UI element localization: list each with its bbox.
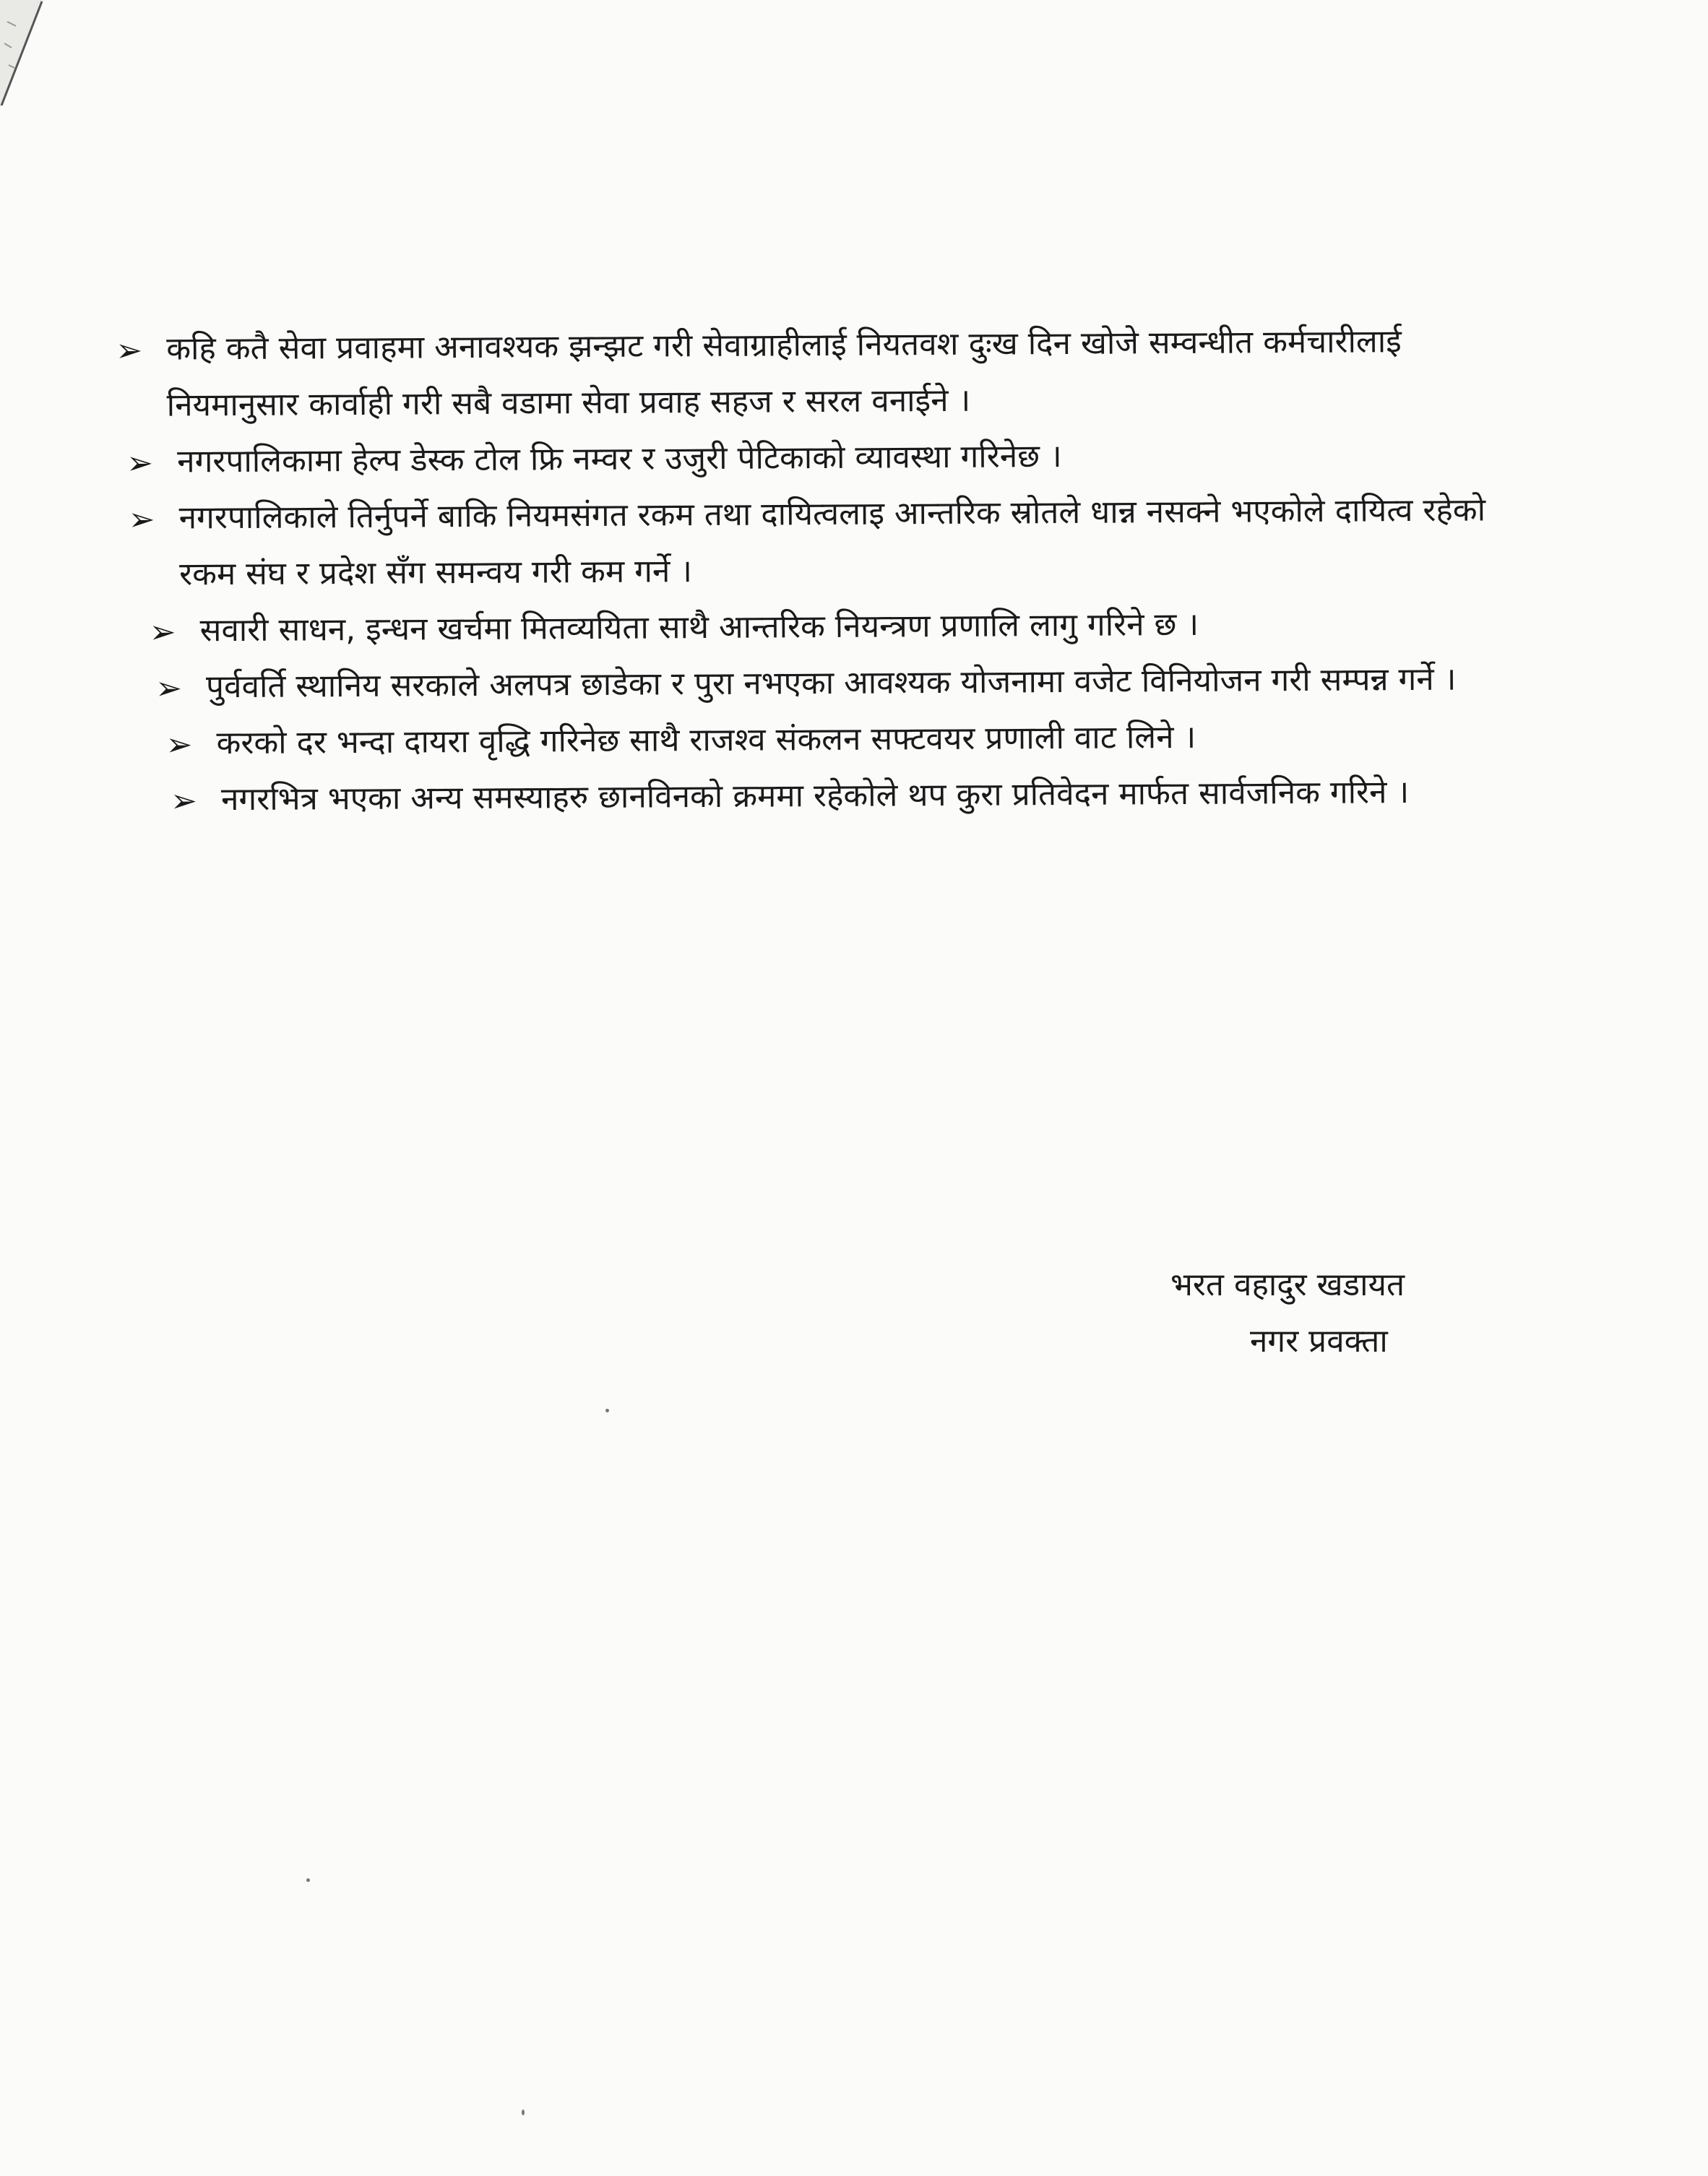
signature-block [1170, 1257, 1575, 1370]
bullet-item [126, 426, 1489, 491]
arrow-bullet-icon: ➢ [165, 726, 193, 764]
bullet-item [149, 595, 1490, 659]
scan-corner-artifact [0, 0, 43, 116]
arrow-bullet-icon: ➢ [128, 501, 155, 538]
bullet-text: नगरपालिकाले तिर्नुपर्ने बाकि नियमसंगत रकम तथा दायित्वलाइ आन्तरिक स्रोतले धान्न नसक्ने भएकोले दायित्व रहेको रकम संघ र प्रदेश सँग समन्वय गरी कम गर्ने । [178, 491, 1486, 593]
arrow-bullet-icon: ➢ [116, 332, 143, 369]
bullet-item [165, 707, 1491, 772]
arrow-bullet-icon: ➢ [126, 444, 154, 482]
bullet-text: सवारी साधन, इन्धन खर्चमा मितव्ययिता साथै आन्तरिक नियन्त्रण प्रणालि लागु गरिने छ । [199, 605, 1199, 649]
bullet-item [116, 313, 1489, 434]
bullet-item [155, 651, 1491, 715]
signatory-title: नगर प्रवक्ता [1250, 1323, 1388, 1360]
bullet-text: पुर्ववर्ति स्थानिय सरकाले अलपत्र छाडेका र पुरा नभएका आवश्यक योजनामा वजेट विनियोजन गरी सम्पन्न गर्ने । [205, 660, 1457, 706]
bullet-text: कहि कतै सेवा प्रवाहमा अनावश्यक झन्झट गरी सेवाग्राहीलाई नियतवश दुःख दिन खोजे सम्वन्धीत कर्मचारीलाई नियमानुसार कार्वाही गरी सबै वडामा सेवा प्रवाह सहज र सरल वनाईने । [166, 323, 1402, 424]
bullet-text: करको दर भन्दा दायरा वृद्धि गरिनेछ साथै राजश्व संकलन सफ्टवयर प्रणाली वाट लिने । [216, 718, 1196, 762]
signatory-name: भरत वहादुर खडायत [1170, 1266, 1405, 1303]
arrow-bullet-icon: ➢ [170, 782, 198, 820]
arrow-bullet-icon: ➢ [149, 613, 176, 651]
bullet-text: नगरभित्र भएका अन्य समस्याहरु छानविनको क्रममा रहेकोले थप कुरा प्रतिवेदन मार्फत सार्वजनिक गरिने । [220, 774, 1410, 819]
bullet-text: नगरपालिकामा हेल्प डेस्क टोल फ्रि नम्वर र उजुरी पेटिकाको व्यावस्था गरिनेछ । [177, 438, 1062, 480]
bullet-list [116, 313, 1491, 829]
scan-speck [522, 2110, 525, 2115]
bullet-item [171, 764, 1491, 828]
scan-speck [306, 1878, 310, 1882]
arrow-bullet-icon: ➢ [155, 670, 183, 707]
scan-speck [605, 1409, 609, 1412]
bullet-item [128, 482, 1490, 603]
